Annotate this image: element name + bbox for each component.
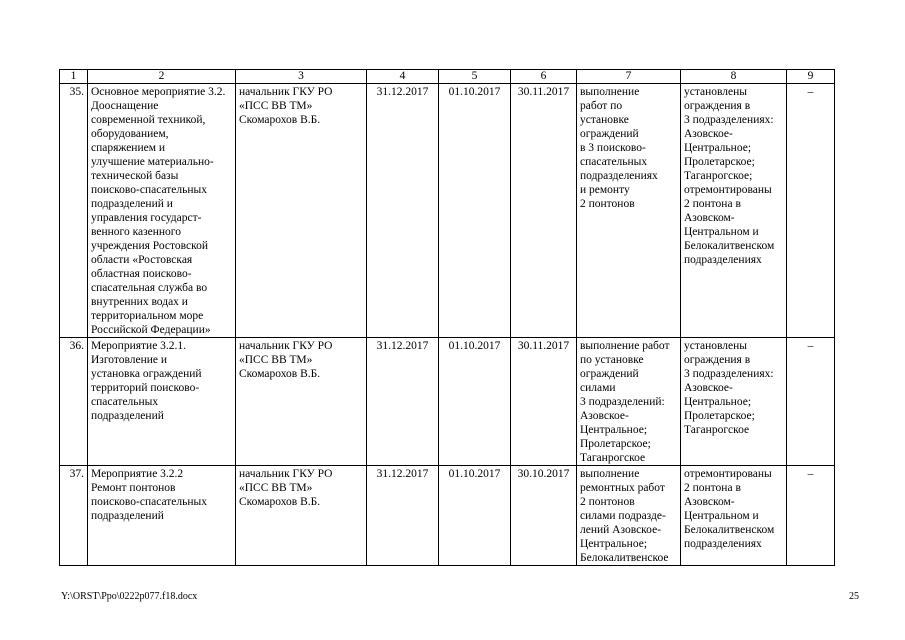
header-row (60, 70, 835, 84)
date-cell: 01.10.2017 (439, 338, 511, 466)
event-name: Мероприятие 3.2.2 Ремонт понтонов поисково-спасательных подразделений (88, 466, 236, 566)
date-cell: 31.12.2017 (367, 338, 439, 466)
date-cell: 01.10.2017 (439, 84, 511, 338)
report-table (59, 69, 835, 566)
column-header: 3 (236, 70, 367, 84)
responsible: начальник ГКУ РО «ПСС ВВ ТМ» Скомарохов В.Б. (236, 84, 367, 338)
column-header: 2 (88, 70, 236, 84)
file-path-footer: Y:\ORST\Ppo\0222p077.f18.docx (61, 591, 198, 602)
column-header: 1 (60, 70, 88, 84)
note-cell: – (787, 338, 835, 466)
table-row (60, 84, 835, 338)
planned-result: выполнение работ по установке ограждений в 3 поисково- спасательных подразделениях и ремонту 2 понтонов (577, 84, 681, 338)
responsible: начальник ГКУ РО «ПСС ВВ ТМ» Скомарохов В.Б. (236, 466, 367, 566)
row-number: 36. (60, 338, 88, 466)
date-cell: 31.12.2017 (367, 84, 439, 338)
column-header: 4 (367, 70, 439, 84)
responsible: начальник ГКУ РО «ПСС ВВ ТМ» Скомарохов В.Б. (236, 338, 367, 466)
column-header: 5 (439, 70, 511, 84)
actual-result: установлены ограждения в 3 подразделениях: Азовское- Центральное; Пролетарское; Таганрогское (681, 338, 787, 466)
note-cell: – (787, 466, 835, 566)
event-name: Основное мероприятие 3.2. Дооснащение современной техникой, оборудованием, спаряжением и улучшение материально- технической базы поисково-спасательных подразделений и управления государст- венного казенного учреждения Ростовской области «Ростовская областная поисково- спасательная служба во внутренних водах и территориальном море Российской Федерации» (88, 84, 236, 338)
row-number: 37. (60, 466, 88, 566)
table-row (60, 338, 835, 466)
date-cell: 01.10.2017 (439, 466, 511, 566)
actual-result: отремонтированы 2 понтона в Азовском- Центральном и Белокалитвенском подразделениях (681, 466, 787, 566)
actual-result: установлены ограждения в 3 подразделениях: Азовское- Центральное; Пролетарское; Таганрогское; отремонтированы 2 понтона в Азовском- Центральном и Белокалитвенском подразделениях (681, 84, 787, 338)
date-cell: 30.11.2017 (511, 84, 577, 338)
planned-result: выполнение работ по установке ограждений силами 3 подразделений: Азовское- Центральное; Пролетарское; Таганрогское (577, 338, 681, 466)
page-number: 25 (849, 591, 859, 602)
column-header: 7 (577, 70, 681, 84)
note-cell: – (787, 84, 835, 338)
date-cell: 30.11.2017 (511, 338, 577, 466)
column-header: 8 (681, 70, 787, 84)
column-header: 9 (787, 70, 835, 84)
planned-result: выполнение ремонтных работ 2 понтонов силами подразде- лений Азовское- Центральное; Белокалитвенское (577, 466, 681, 566)
table-row (60, 466, 835, 566)
date-cell: 30.10.2017 (511, 466, 577, 566)
column-header: 6 (511, 70, 577, 84)
date-cell: 31.12.2017 (367, 466, 439, 566)
event-name: Мероприятие 3.2.1. Изготовление и установка ограждений территорий поисково- спасательных подразделений (88, 338, 236, 466)
row-number: 35. (60, 84, 88, 338)
